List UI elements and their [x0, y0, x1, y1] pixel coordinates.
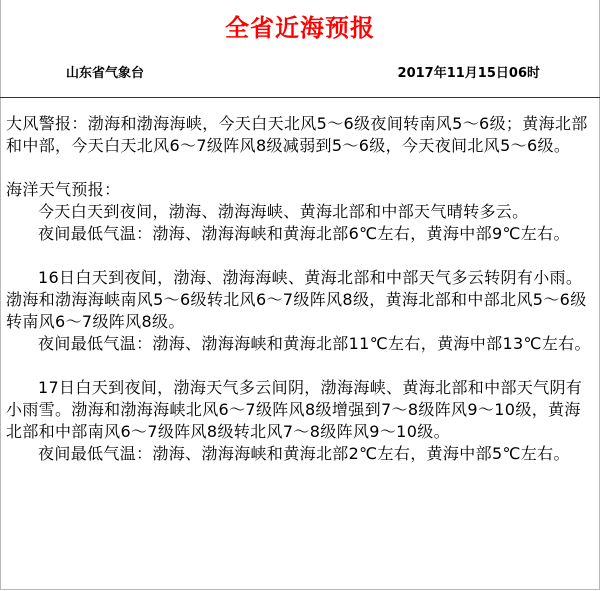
- day16-weather: 16日白天到夜间，渤海、渤海海峡、黄海北部和中部天气多云转阴有小雨。渤海和渤海海峡南风5～6级转北风6～7级阵风8级，黄海北部和中部北风5～6级转南风6～7级阵风8级。: [6, 268, 587, 331]
- gale-warning: 大风警报：渤海和渤海海峡，今天白天北风5～6级夜间转南风5～6级；黄海北部和中部，今天白天北风6～7级阵风8级减弱到5～6级，今天夜间北风5～6级。: [6, 114, 588, 155]
- today-weather: 今天白天到夜间，渤海、渤海海峡、黄海北部和中部天气晴转多云。: [38, 202, 529, 221]
- today-temperature: 夜间最低气温：渤海、渤海海峡和黄海北部6℃左右，黄海中部9℃左右。: [38, 224, 570, 243]
- header-divider: [0, 97, 600, 98]
- issuing-organization: 山东省气象台: [66, 66, 145, 81]
- page-title: 全省近海预报: [225, 14, 375, 42]
- day17-weather: 17日白天到夜间，渤海天气多云间阴，渤海海峡、黄海北部和中部天气阴有小雨雪。渤海和渤海海峡北风6～7级阵风8级增强到7～8级阵风9～10级，黄海北部和中部南风6～7级阵风8级转北风7～8级阵风9～10级。: [6, 378, 583, 441]
- paragraph-gap: [6, 355, 594, 377]
- forecast-heading: 海洋天气预报：: [6, 180, 121, 199]
- issue-timestamp: 2017年11月15日06时: [397, 66, 540, 81]
- day16-temperature: 夜间最低气温：渤海、渤海海峡和黄海北部11℃左右，黄海中部13℃左右。: [38, 334, 591, 353]
- paragraph-gap: [6, 245, 594, 267]
- forecast-body: [0, 113, 594, 465]
- day17-temperature: 夜间最低气温：渤海、渤海海峡和黄海北部2℃左右，黄海中部5℃左右。: [38, 444, 570, 463]
- paragraph-gap: [6, 157, 594, 179]
